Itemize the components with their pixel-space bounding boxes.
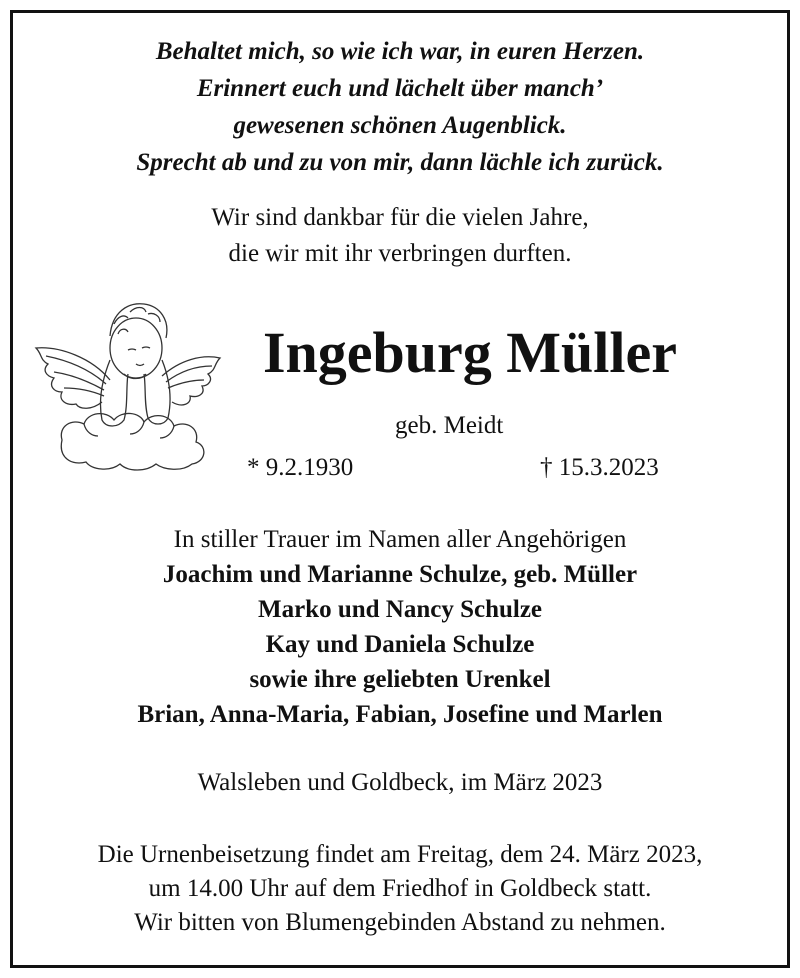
funeral-info — [0, 838, 800, 940]
deceased-name: Ingeburg Müller — [262, 320, 678, 385]
place-date: Walsleben und Goldbeck, im März 2023 — [197, 769, 603, 796]
mourner-name: Marko und Nancy Schulze — [257, 596, 543, 623]
mourner-name: Joachim und Marianne Schulze, geb. Müller — [162, 561, 638, 588]
memorial-poem — [0, 33, 800, 181]
birth-date: * 9.2.1930 — [247, 454, 354, 481]
cherub-angel-icon — [32, 290, 222, 475]
maiden-name: geb. Meidt — [395, 412, 504, 439]
poem-line: Behaltet mich, so wie ich war, in euren Herzen. — [155, 38, 645, 65]
mourner-name: Kay und Daniela Schulze — [265, 631, 535, 658]
funeral-line: um 14.00 Uhr auf dem Friedhof in Goldbeck statt. — [148, 875, 652, 902]
funeral-line: Die Urnenbeisetzung findet am Freitag, dem 24. März 2023, — [97, 841, 703, 868]
mourners-section — [0, 522, 800, 732]
mourner-name: sowie ihre geliebten Urenkel — [249, 666, 551, 693]
death-date: † 15.3.2023 — [540, 454, 659, 481]
funeral-line: Wir bitten von Blumengebinden Abstand zu nehmen. — [134, 909, 666, 936]
thanks-text — [0, 200, 800, 272]
mourner-name: Brian, Anna-Maria, Fabian, Josefine und Marlen — [137, 701, 663, 728]
poem-line: gewesenen schönen Augenblick. — [233, 112, 567, 139]
thanks-line: die wir mit ihr verbringen durften. — [228, 240, 572, 267]
poem-line: Sprecht ab und zu von mir, dann lächle ich zurück. — [136, 149, 664, 176]
mourners-intro: In stiller Trauer im Namen aller Angehörigen — [173, 526, 627, 553]
poem-line: Erinnert euch und lächelt über manch’ — [196, 75, 604, 102]
thanks-line: Wir sind dankbar für die vielen Jahre, — [211, 204, 589, 231]
